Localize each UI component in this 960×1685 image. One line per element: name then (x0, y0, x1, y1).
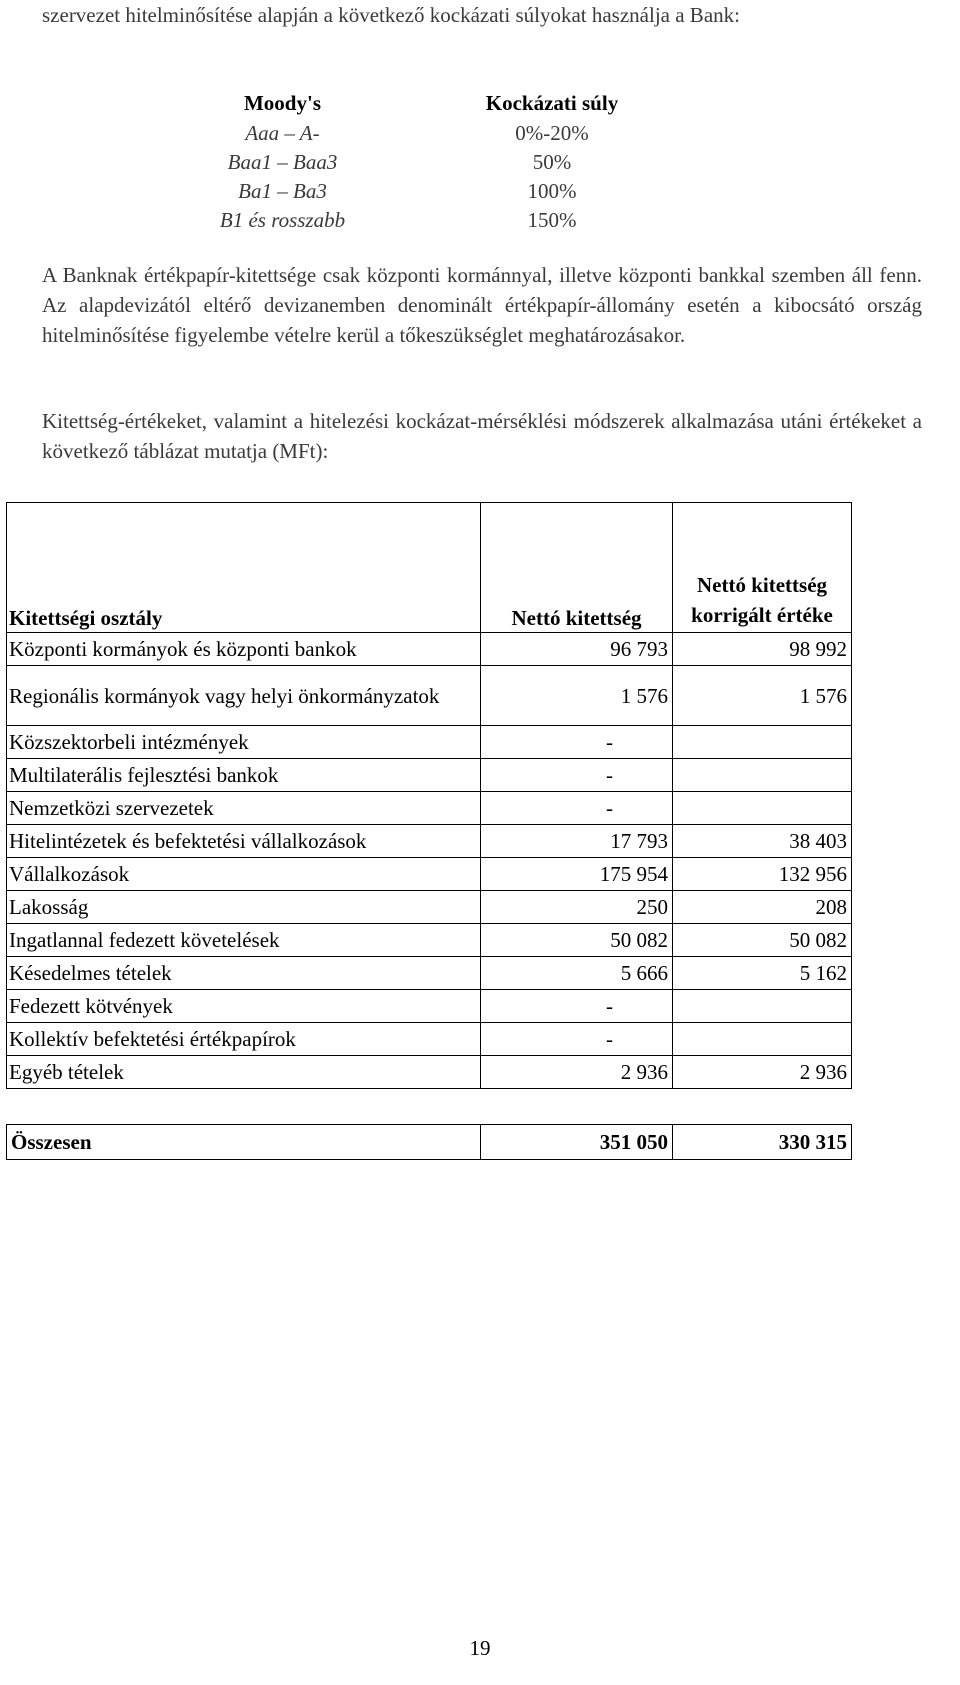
adjusted-exposure (673, 1023, 852, 1056)
header-net-exposure: Nettó kitettség (481, 503, 673, 633)
adjusted-exposure: 50 082 (673, 924, 852, 957)
table-row (7, 924, 852, 957)
net-exposure: 50 082 (481, 924, 673, 957)
total-adjusted-exposure: 330 315 (673, 1125, 852, 1160)
table-row (7, 891, 852, 924)
net-exposure: 175 954 (481, 858, 673, 891)
rating-weight: 50% (532, 150, 572, 174)
total-net-exposure: 351 050 (481, 1125, 673, 1160)
table-row (7, 792, 852, 825)
securities-paragraph: A Banknak értékpapír-kitettsége csak központi kormánnyal, illetve központi bankkal szemben áll fenn. Az alapdevizától eltérő devizanemben denominált értékpapír-állomány esetén a kibocsátó ország hitelminősítése figyelembe vételre kerül a tőkeszükséglet meghatározásakor. (42, 263, 922, 347)
total-table (6, 1124, 852, 1160)
net-exposure: 1 576 (481, 666, 673, 726)
exposure-class: Vállalkozások (7, 858, 481, 891)
exposure-class: Egyéb tételek (7, 1056, 481, 1089)
total-label: Összesen (7, 1125, 481, 1160)
exposure-class: Lakosság (7, 891, 481, 924)
table-row (7, 633, 852, 666)
rating-grade: Aaa – A- (245, 121, 320, 145)
adjusted-exposure: 132 956 (673, 858, 852, 891)
exposure-class: Hitelintézetek és befektetési vállalkozások (7, 825, 481, 858)
table-row (7, 726, 852, 759)
rating-weight: 150% (527, 208, 577, 232)
table-row (7, 666, 852, 726)
exposure-class: Ingatlannal fedezett követelések (7, 924, 481, 957)
exposure-class: Késedelmes tételek (7, 957, 481, 990)
net-exposure: 96 793 (481, 633, 673, 666)
exposure-intro-paragraph: Kitettség-értékeket, valamint a hitelezési kockázat-mérséklési módszerek alkalmazása utáni értékeket a következő táblázat mutatja (MFt): (42, 409, 922, 463)
rating-table-header (0, 88, 960, 118)
net-exposure: - (481, 726, 673, 759)
intro-paragraph: szervezet hitelminősítése alapján a következő kockázati súlyokat használja a Bank: (42, 3, 740, 27)
adjusted-exposure (673, 726, 852, 759)
adjusted-exposure: 2 936 (673, 1056, 852, 1089)
net-exposure: 2 936 (481, 1056, 673, 1089)
exposure-table (6, 502, 852, 1089)
net-exposure: - (481, 792, 673, 825)
adjusted-exposure: 208 (673, 891, 852, 924)
adjusted-exposure: 38 403 (673, 825, 852, 858)
table-row (7, 858, 852, 891)
exposure-table-header (7, 503, 852, 633)
table-row (7, 990, 852, 1023)
adjusted-exposure: 1 576 (673, 666, 852, 726)
rating-row (0, 205, 960, 235)
header-adjusted-net-exposure: Nettó kitettség korrigált értéke (673, 503, 852, 633)
rating-grade: B1 és rosszabb (219, 208, 346, 232)
total-row (7, 1125, 852, 1160)
adjusted-exposure: 98 992 (673, 633, 852, 666)
table-row (7, 759, 852, 792)
exposure-class: Közszektorbeli intézmények (7, 726, 481, 759)
table-row (7, 1056, 852, 1089)
net-exposure: 17 793 (481, 825, 673, 858)
exposure-class: Regionális kormányok vagy helyi önkormányzatok (7, 666, 481, 726)
exposure-class: Központi kormányok és központi bankok (7, 633, 481, 666)
exposure-class: Fedezett kötvények (7, 990, 481, 1023)
rating-row (0, 118, 960, 148)
net-exposure: 250 (481, 891, 673, 924)
header-exposure-class: Kitettségi osztály (7, 503, 481, 633)
net-exposure: 5 666 (481, 957, 673, 990)
rating-row (0, 147, 960, 177)
table-row (7, 957, 852, 990)
rating-header-weight: Kockázati súly (485, 91, 619, 115)
adjusted-exposure (673, 990, 852, 1023)
net-exposure: - (481, 990, 673, 1023)
net-exposure: - (481, 1023, 673, 1056)
adjusted-exposure: 5 162 (673, 957, 852, 990)
exposure-class: Kollektív befektetési értékpapírok (7, 1023, 481, 1056)
table-row (7, 825, 852, 858)
rating-row (0, 176, 960, 206)
exposure-class: Nemzetközi szervezetek (7, 792, 481, 825)
net-exposure: - (481, 759, 673, 792)
rating-weight: 0%-20% (515, 121, 589, 145)
table-row (7, 1023, 852, 1056)
exposure-class: Multilaterális fejlesztési bankok (7, 759, 481, 792)
rating-header-moodys: Moody's (243, 91, 321, 115)
page-number: 19 (469, 1636, 491, 1660)
adjusted-exposure (673, 759, 852, 792)
rating-weight: 100% (527, 179, 577, 203)
adjusted-exposure (673, 792, 852, 825)
rating-grade: Ba1 – Ba3 (238, 179, 327, 203)
rating-grade: Baa1 – Baa3 (227, 150, 338, 174)
